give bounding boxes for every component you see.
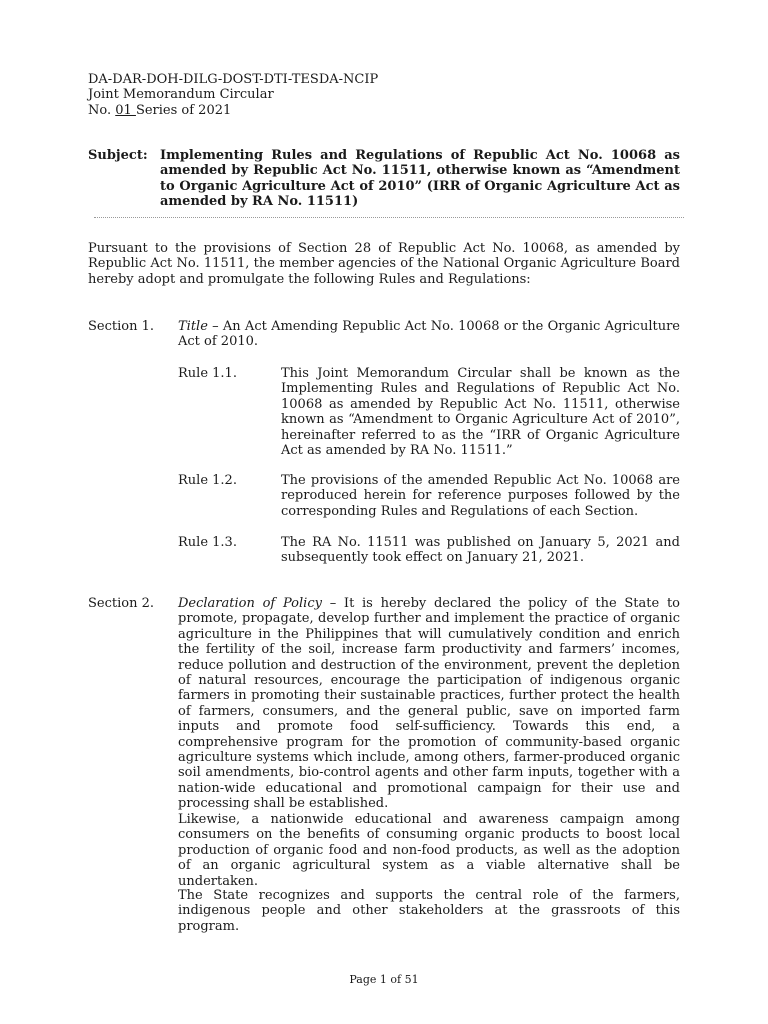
section-1-title: Title <box>178 319 208 334</box>
section-1-label: Section 1. <box>88 319 154 334</box>
number-prefix: No. <box>88 102 116 118</box>
section-2-title: Declaration of Policy <box>178 596 322 611</box>
section-2-paragraph-2: Likewise, a nationwide educational and awareness campaign among consumers on the benefits of consuming organic products to boost local production of organic food and non-food products, as well as the adoption of an organic agricultural system as a viable alternative shall be undertaken. <box>178 812 680 889</box>
divider <box>94 217 684 218</box>
rule-1-1-text: This Joint Memorandum Circular shall be known as the Implementing Rules and Regulations of Republic Act No. 10068 as amended by Republic Act No. 11511, otherwise known as “Amendment to Organic Agriculture Act of 2010”, hereinafter referred to as the “IRR of Organic Agriculture Act as amended by RA No. 11511.” <box>281 366 680 459</box>
circular-number-line <box>88 103 688 118</box>
rule-1-1-label: Rule 1.1. <box>178 366 237 381</box>
section-1-body <box>178 319 680 350</box>
rule-1-3-label: Rule 1.3. <box>178 535 237 550</box>
intro-paragraph: Pursuant to the provisions of Section 28 of Republic Act No. 10068, as amended by Republic Act No. 11511, the member agencies of the National Organic Agriculture Board hereby adopt and promulgate the following Rules and Regulations: <box>88 241 680 287</box>
agencies-line: DA-DAR-DOH-DILG-DOST-DTI-TESDA-NCIP <box>88 72 379 87</box>
section-2-text: – It is hereby declared the policy of the State to promote, propagate, develop further and implement the practice of organic agriculture in the Philippines that will cumulatively condition and enrich the fertility of the soil, increase farm productivity and farmers’ incomes, reduce pollution and destruction of the environment, prevent the depletion of natural resources, encourage the participation of indigenous organic farmers in promoting their sustainable practices, further protect the health of farmers, consumers, and the general public, save on imported farm inputs and promote food self-sufficiency. Towards this end, a comprehensive program for the promotion of community-based organic agriculture systems which include, among others, farmer-produced organic soil amendments, bio-control agents and other farm inputs, together with a nation-wide educational and promotional campaign for their use and processing shall be established. <box>178 596 680 812</box>
subject-text: Implementing Rules and Regulations of Republic Act No. 10068 as amended by Republic Act No. 11511, otherwise known as “Amendment to Organic Agriculture Act of 2010” (IRR of Organic Agriculture Act as amended by RA No. 11511) <box>160 148 680 210</box>
section-2-label: Section 2. <box>88 596 154 611</box>
document-header <box>88 72 688 118</box>
number-value: 01 <box>115 102 136 118</box>
number-suffix: Series of 2021 <box>135 102 232 118</box>
rule-1-3-text: The RA No. 11511 was published on January 5, 2021 and subsequently took effect on January 21, 2021. <box>281 535 680 566</box>
section-2-body <box>178 596 680 812</box>
section-1-text: – An Act Amending Republic Act No. 10068 or the Organic Agriculture Act of 2010. <box>178 319 680 350</box>
rule-1-2-text: The provisions of the amended Republic Act No. 10068 are reproduced herein for reference purposes followed by the corresponding Rules and Regulations of each Section. <box>281 473 680 519</box>
subject-label: Subject: <box>88 148 148 163</box>
circular-title: Joint Memorandum Circular <box>88 87 274 103</box>
section-2-paragraph-3: The State recognizes and supports the central role of the farmers, indigenous people and other stakeholders at the grassroots of this program. <box>178 888 680 934</box>
rule-1-2-label: Rule 1.2. <box>178 473 237 488</box>
page-number: Page 1 of 51 <box>349 973 419 986</box>
